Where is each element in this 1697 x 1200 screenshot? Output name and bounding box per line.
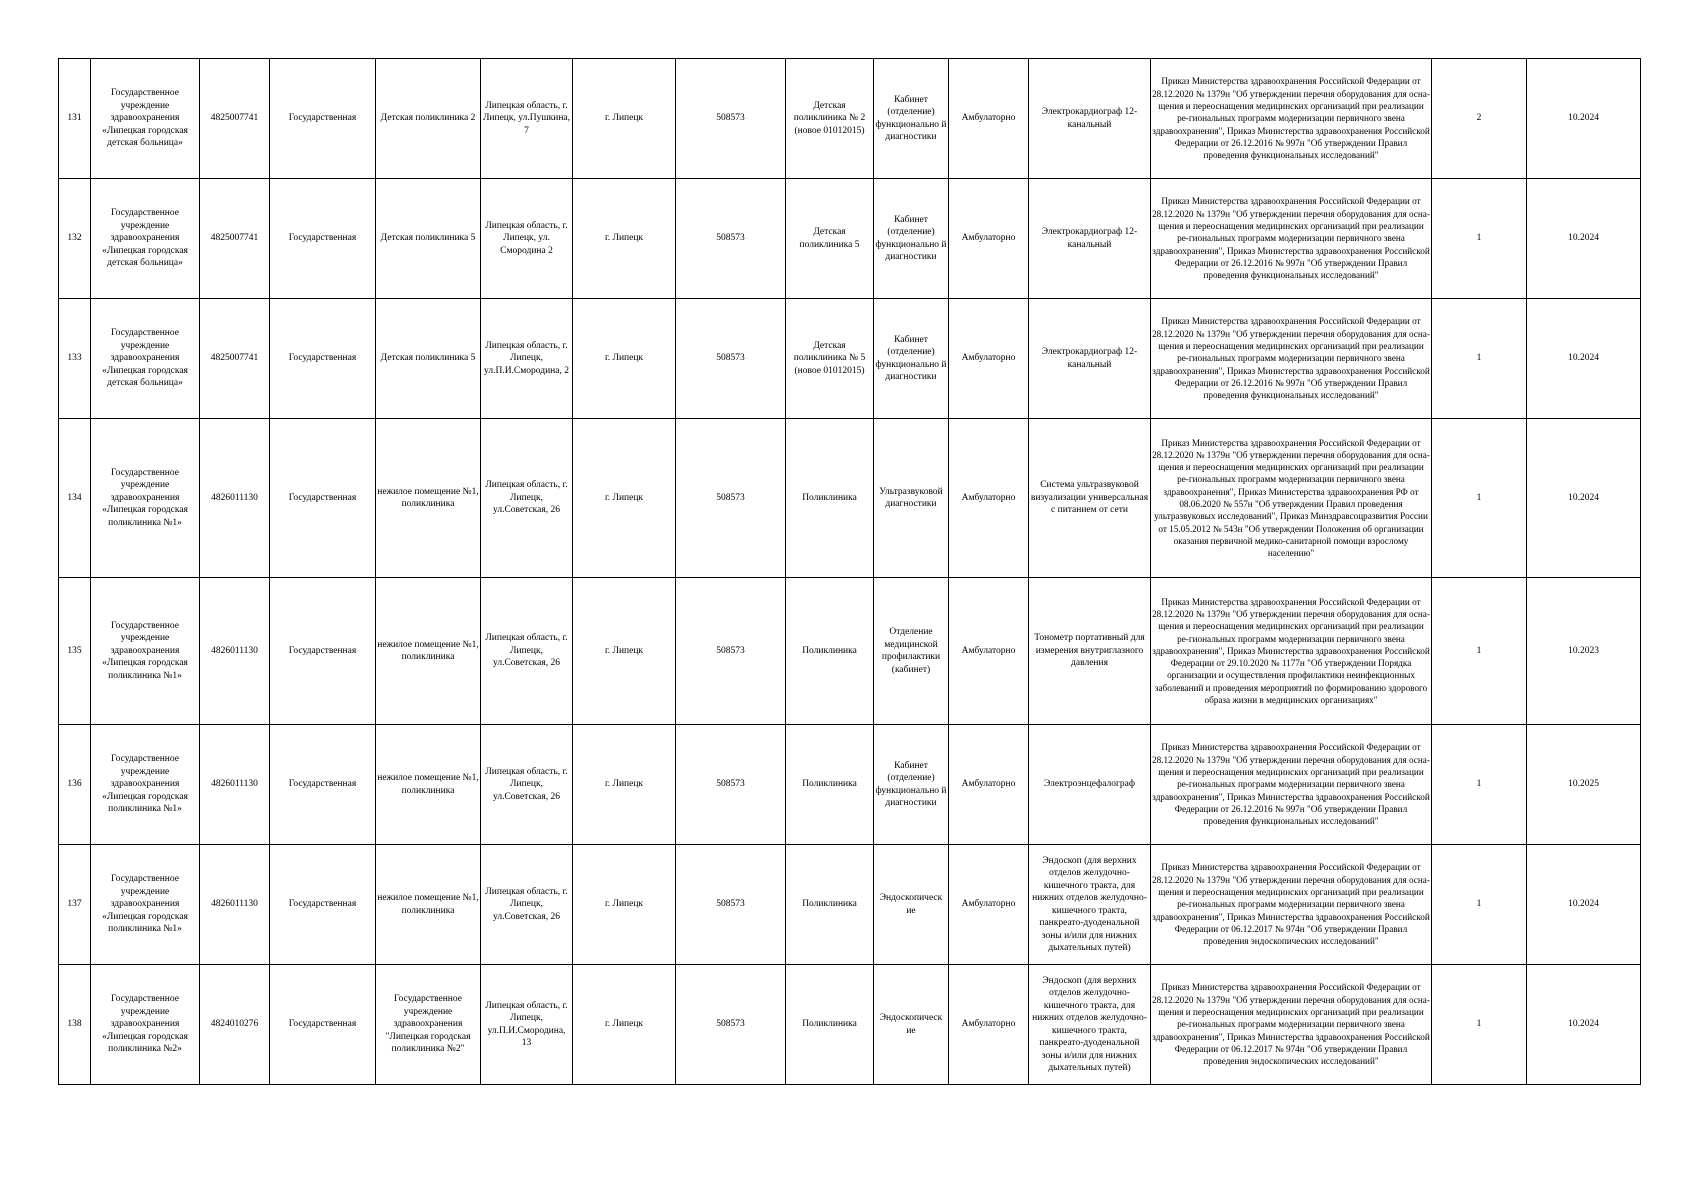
legal-basis: Приказ Министерства здравоохранения Российской Федерации от 28.12.2020 № 1379н "Об утверждении перечня оборудования для осна-щения и переоснащения медицинских организаций при реализации ре-гиональных программ модернизации первичного звена здравоохранения", Приказ Министерства здравоохранения Российской Федерации от 26.12.2016 № 997н "Об утверждении Правил проведения функциональных исследований" (1151, 179, 1432, 299)
equipment: Эндоскоп (для верхних отделов желудочно-кишечного тракта, для нижних отделов желудочно-кишечного тракта, панкреато-дуоденальной зоны и/или для нижних дыхательных путей) (1029, 845, 1151, 965)
inn: 4825007741 (200, 179, 270, 299)
legal-basis: Приказ Министерства здравоохранения Российской Федерации от 28.12.2020 № 1379н "Об утверждении перечня оборудования для осна-щения и переоснащения медицинских организаций при реализации ре-гиональных программ модернизации первичного звена здравоохранения", Приказ Министерства здравоохранения Российской Федерации от 29.10.2020 № 1177н "Об утверждении Порядка организации и осуществления профилактики неинфекционных заболеваний и проведения мероприятий по формированию здорового образа жизни в медицинских организациях" (1151, 578, 1432, 725)
care-type: Амбулаторно (949, 299, 1029, 419)
ownership: Государственная (270, 179, 376, 299)
city: г. Липецк (573, 179, 676, 299)
row-number: 133 (59, 299, 91, 419)
building: нежилое помещение №1, поликлиника (376, 845, 481, 965)
legal-basis: Приказ Министерства здравоохранения Российской Федерации от 28.12.2020 № 1379н "Об утверждении перечня оборудования для осна-щения и переоснащения медицинских организаций при реализации ре-гиональных программ модернизации первичного звена здравоохранения", Приказ Министерства здравоохранения Российской Федерации от 06.12.2017 № 974н "Об утверждении Правил проведения эндоскопических исследований" (1151, 845, 1432, 965)
equipment: Электрокардиограф 12-канальный (1029, 299, 1151, 419)
date: 10.2024 (1527, 179, 1641, 299)
table-row (59, 965, 1641, 1085)
subdivision: Детская поликлиника 5 (786, 179, 874, 299)
address: Липецкая область, г. Липецк, ул.Советская, 26 (481, 845, 573, 965)
row-number: 138 (59, 965, 91, 1085)
subdivision: Поликлиника (786, 845, 874, 965)
care-type: Амбулаторно (949, 179, 1029, 299)
ownership: Государственная (270, 578, 376, 725)
institution-name: Государственное учреждение здравоохранения «Липецкая городская поликлиника №1» (91, 578, 200, 725)
department: Кабинет (отделение) функционально й диагностики (874, 59, 949, 179)
institution-name: Государственное учреждение здравоохранения «Липецкая городская детская больница» (91, 179, 200, 299)
address: Липецкая область, г. Липецк, ул.П.И.Смородина, 13 (481, 965, 573, 1085)
institution-name: Государственное учреждение здравоохранения «Липецкая городская детская больница» (91, 299, 200, 419)
ownership: Государственная (270, 965, 376, 1085)
institution-name: Государственное учреждение здравоохранения «Липецкая городская поликлиника №2» (91, 965, 200, 1085)
equipment: Электрокардиограф 12-канальный (1029, 59, 1151, 179)
building: Детская поликлиника 2 (376, 59, 481, 179)
care-type: Амбулаторно (949, 578, 1029, 725)
row-number: 131 (59, 59, 91, 179)
building: Детская поликлиника 5 (376, 179, 481, 299)
quantity: 1 (1432, 419, 1527, 578)
quantity: 1 (1432, 179, 1527, 299)
inn: 4825007741 (200, 299, 270, 419)
date: 10.2024 (1527, 59, 1641, 179)
inn: 4826011130 (200, 725, 270, 845)
institution-name: Государственное учреждение здравоохранения «Липецкая городская поликлиника №1» (91, 419, 200, 578)
table-row (59, 299, 1641, 419)
inn: 4826011130 (200, 578, 270, 725)
table-row (59, 419, 1641, 578)
code: 508573 (676, 179, 786, 299)
ownership: Государственная (270, 845, 376, 965)
department: Эндоскопическ ие (874, 845, 949, 965)
legal-basis: Приказ Министерства здравоохранения Российской Федерации от 28.12.2020 № 1379н "Об утверждении перечня оборудования для осна-щения и переоснащения медицинских организаций при реализации ре-гиональных программ модернизации первичного звена здравоохранения", Приказ Министерства здравоохранения РФ от 08.06.2020 № 557н "Об утверждении Правил проведения ультразвуковых исследований", Приказ Минздравсоцразвития России от 15.05.2012 № 543н "Об утверждении Положения об организации оказания первичной медико-санитарной помощи взрослому населению" (1151, 419, 1432, 578)
table-row (59, 725, 1641, 845)
date: 10.2023 (1527, 578, 1641, 725)
equipment: Эндоскоп (для верхних отделов желудочно-кишечного тракта, для нижних отделов желудочно-кишечного тракта, панкреато-дуоденальной зоны и/или для нижних дыхательных путей) (1029, 965, 1151, 1085)
ownership: Государственная (270, 419, 376, 578)
date: 10.2025 (1527, 725, 1641, 845)
department: Кабинет (отделение) функционально й диагностики (874, 725, 949, 845)
legal-basis: Приказ Министерства здравоохранения Российской Федерации от 28.12.2020 № 1379н "Об утверждении перечня оборудования для осна-щения и переоснащения медицинских организаций при реализации ре-гиональных программ модернизации первичного звена здравоохранения", Приказ Министерства здравоохранения Российской Федерации от 26.12.2016 № 997н "Об утверждении Правил проведения функциональных исследований" (1151, 725, 1432, 845)
institution-name: Государственное учреждение здравоохранения «Липецкая городская детская больница» (91, 59, 200, 179)
date: 10.2024 (1527, 965, 1641, 1085)
inn: 4825007741 (200, 59, 270, 179)
building: нежилое помещение №1, поликлиника (376, 725, 481, 845)
code: 508573 (676, 845, 786, 965)
address: Липецкая область, г. Липецк, ул.Советская, 26 (481, 578, 573, 725)
legal-basis: Приказ Министерства здравоохранения Российской Федерации от 28.12.2020 № 1379н "Об утверждении перечня оборудования для осна-щения и переоснащения медицинских организаций при реализации ре-гиональных программ модернизации первичного звена здравоохранения", Приказ Министерства здравоохранения Российской Федерации от 26.12.2016 № 997н "Об утверждении Правил проведения функциональных исследований" (1151, 59, 1432, 179)
row-number: 132 (59, 179, 91, 299)
address: Липецкая область, г. Липецк, ул.Пушкина, 7 (481, 59, 573, 179)
code: 508573 (676, 419, 786, 578)
city: г. Липецк (573, 965, 676, 1085)
table-row (59, 845, 1641, 965)
subdivision: Поликлиника (786, 965, 874, 1085)
ownership: Государственная (270, 725, 376, 845)
legal-basis: Приказ Министерства здравоохранения Российской Федерации от 28.12.2020 № 1379н "Об утверждении перечня оборудования для осна-щения и переоснащения медицинских организаций при реализации ре-гиональных программ модернизации первичного звена здравоохранения", Приказ Министерства здравоохранения Российской Федерации от 06.12.2017 № 974н "Об утверждении Правил проведения эндоскопических исследований" (1151, 965, 1432, 1085)
inn: 4826011130 (200, 419, 270, 578)
document-page (58, 58, 1641, 1085)
department: Эндоскопическ ие (874, 965, 949, 1085)
table-row (59, 59, 1641, 179)
inn: 4826011130 (200, 845, 270, 965)
row-number: 136 (59, 725, 91, 845)
quantity: 1 (1432, 965, 1527, 1085)
row-number: 134 (59, 419, 91, 578)
ownership: Государственная (270, 299, 376, 419)
date: 10.2024 (1527, 419, 1641, 578)
care-type: Амбулаторно (949, 59, 1029, 179)
city: г. Липецк (573, 59, 676, 179)
subdivision: Поликлиника (786, 725, 874, 845)
subdivision: Поликлиника (786, 578, 874, 725)
city: г. Липецк (573, 725, 676, 845)
date: 10.2024 (1527, 299, 1641, 419)
equipment-table (58, 58, 1641, 1085)
equipment: Электрокардиограф 12-канальный (1029, 179, 1151, 299)
care-type: Амбулаторно (949, 725, 1029, 845)
inn: 4824010276 (200, 965, 270, 1085)
equipment: Тонометр портативный для измерения внутриглазного давления (1029, 578, 1151, 725)
city: г. Липецк (573, 578, 676, 725)
code: 508573 (676, 725, 786, 845)
code: 508573 (676, 965, 786, 1085)
building: Детская поликлиника 5 (376, 299, 481, 419)
department: Ультразвуковой диагностики (874, 419, 949, 578)
institution-name: Государственное учреждение здравоохранения «Липецкая городская поликлиника №1» (91, 845, 200, 965)
building: нежилое помещение №1, поликлиника (376, 419, 481, 578)
subdivision: Поликлиника (786, 419, 874, 578)
quantity: 1 (1432, 845, 1527, 965)
institution-name: Государственное учреждение здравоохранения «Липецкая городская поликлиника №1» (91, 725, 200, 845)
code: 508573 (676, 578, 786, 725)
legal-basis: Приказ Министерства здравоохранения Российской Федерации от 28.12.2020 № 1379н "Об утверждении перечня оборудования для осна-щения и переоснащения медицинских организаций при реализации ре-гиональных программ модернизации первичного звена здравоохранения", Приказ Министерства здравоохранения Российской Федерации от 26.12.2016 № 997н "Об утверждении Правил проведения функциональных исследований" (1151, 299, 1432, 419)
row-number: 135 (59, 578, 91, 725)
date: 10.2024 (1527, 845, 1641, 965)
department: Кабинет (отделение) функционально й диагностики (874, 299, 949, 419)
city: г. Липецк (573, 299, 676, 419)
table-row (59, 179, 1641, 299)
department: Кабинет (отделение) функционально й диагностики (874, 179, 949, 299)
equipment: Электроэнцефалограф (1029, 725, 1151, 845)
care-type: Амбулаторно (949, 965, 1029, 1085)
code: 508573 (676, 299, 786, 419)
address: Липецкая область, г. Липецк, ул.Советская, 26 (481, 419, 573, 578)
city: г. Липецк (573, 845, 676, 965)
quantity: 1 (1432, 578, 1527, 725)
quantity: 2 (1432, 59, 1527, 179)
code: 508573 (676, 59, 786, 179)
city: г. Липецк (573, 419, 676, 578)
address: Липецкая область, г. Липецк, ул.Советская, 26 (481, 725, 573, 845)
subdivision: Детская поликлиника № 2 (новое 01012015) (786, 59, 874, 179)
care-type: Амбулаторно (949, 419, 1029, 578)
building: нежилое помещение №1, поликлиника (376, 578, 481, 725)
equipment: Система ультразвуковой визуализации универсальная с питанием от сети (1029, 419, 1151, 578)
subdivision: Детская поликлиника № 5 (новое 01012015) (786, 299, 874, 419)
quantity: 1 (1432, 725, 1527, 845)
care-type: Амбулаторно (949, 845, 1029, 965)
row-number: 137 (59, 845, 91, 965)
quantity: 1 (1432, 299, 1527, 419)
address: Липецкая область, г. Липецк, ул.П.И.Смородина, 2 (481, 299, 573, 419)
address: Липецкая область, г. Липецк, ул. Смородина 2 (481, 179, 573, 299)
department: Отделение медицинской профилактики (кабинет) (874, 578, 949, 725)
ownership: Государственная (270, 59, 376, 179)
table-row (59, 578, 1641, 725)
building: Государственное учреждение здравоохранения "Липецкая городская поликлиника №2" (376, 965, 481, 1085)
